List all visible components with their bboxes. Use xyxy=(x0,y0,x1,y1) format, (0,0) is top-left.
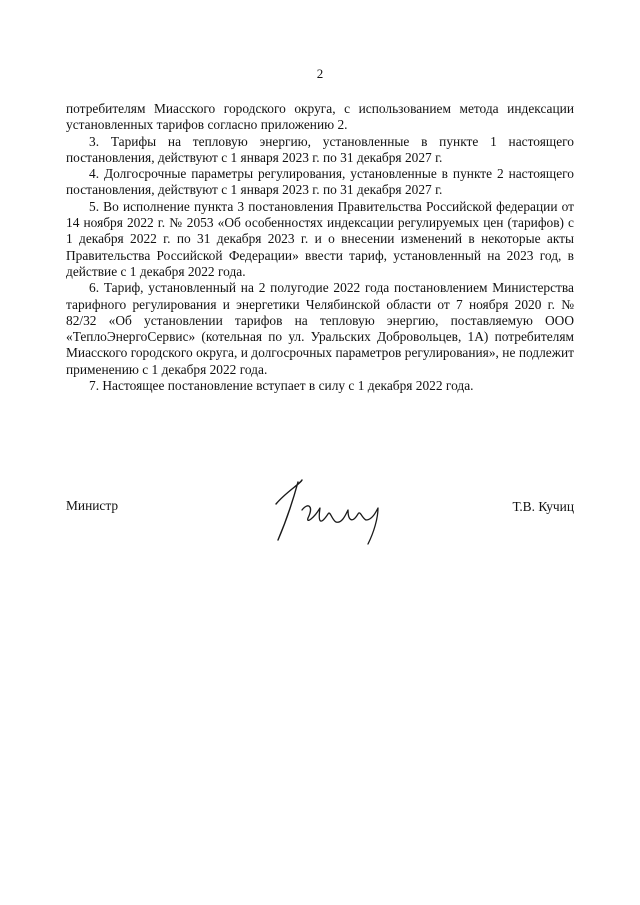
signatory-name: Т.В. Кучиц xyxy=(512,499,574,514)
signature-block xyxy=(66,474,574,554)
handwritten-signature xyxy=(262,474,412,552)
document-body xyxy=(66,101,574,394)
paragraph-item-7: 7. Настоящее постановление вступает в силу с 1 декабря 2022 года. xyxy=(89,378,474,394)
paragraph-item-5: 5. Во исполнение пункта 3 постановления Правительства Российской федерации от 14 ноября 2022 г. № 2053 «Об особенностях индексации регулируемых цен (тарифов) с 1 декабря 2022 г. по 31 декабря 2023 г. и о внесении изменений в некоторые акты Правительства Российской Федерации» ввести тариф, установленный на 2023 год, в действие с 1 декабря 2022 года. xyxy=(66,198,574,279)
paragraph-item-3: 3. Тарифы на тепловую энергию, установленные в пункте 1 настоящего постановления, действуют с 1 января 2023 г. по 31 декабря 2027 г. xyxy=(66,133,574,165)
paragraph-item-6: 6. Тариф, установленный на 2 полугодие 2022 года постановлением Министерства тарифного регулирования и энергетики Челябинской области от 7 ноября 2020 г. № 82/32 «Об установлении тарифов на тепловую энергию, поставляемую ООО «ТеплоЭнергоСервис» (котельная по ул. Уральских Добровольцев, 1А) потребителям Миасского городского округа, и долгосрочных параметров регулирования», не подлежит применению с 1 декабря 2022 года. xyxy=(66,280,574,377)
page-number: 2 xyxy=(316,66,324,81)
signatory-title: Министр xyxy=(66,498,119,513)
paragraph-continuation: потребителям Миасского городского округа, с использованием метода индексации установленных тарифов согласно приложению 2. xyxy=(66,101,574,133)
paragraph-item-4: 4. Долгосрочные параметры регулирования, установленные в пункте 2 настоящего постановления, действуют с 1 января 2023 г. по 31 декабря 2027 г. xyxy=(66,166,574,198)
